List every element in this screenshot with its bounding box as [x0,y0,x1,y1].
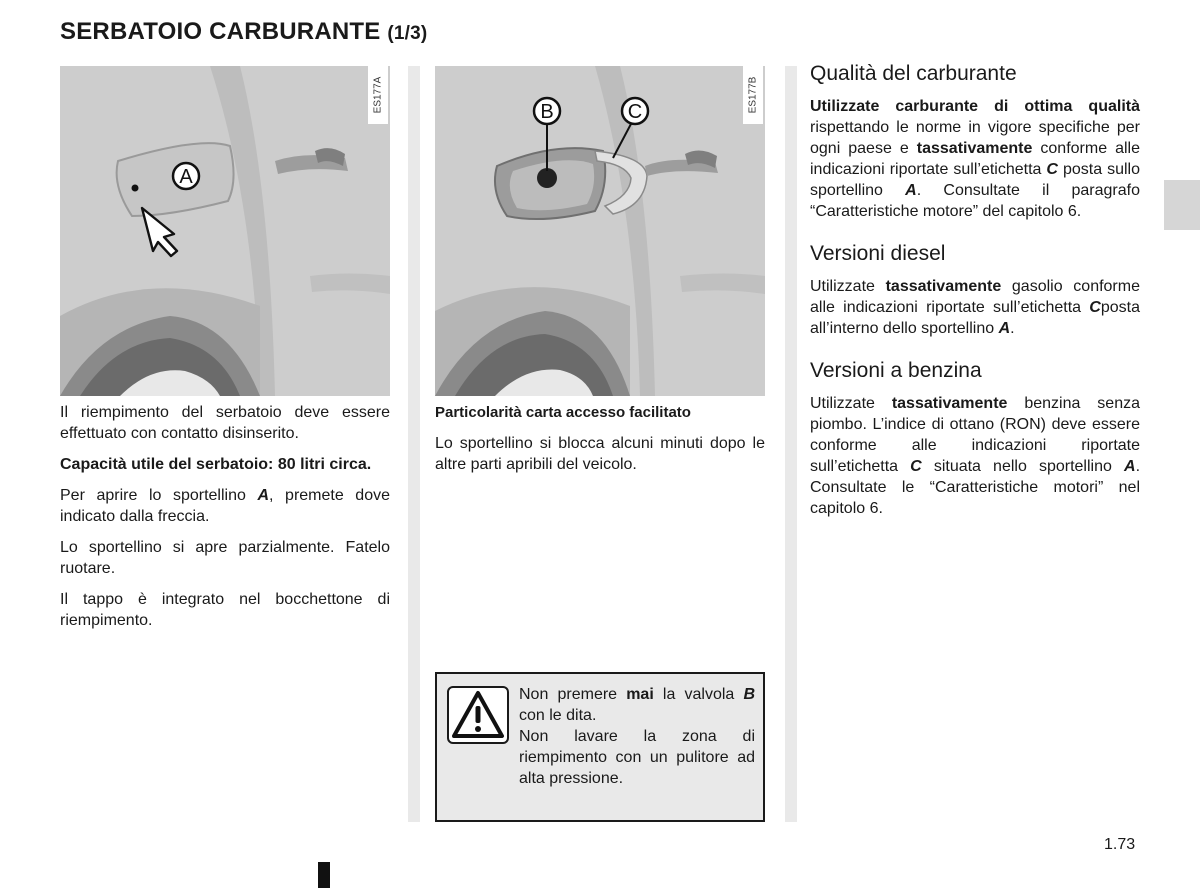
paragraph: Lo sportellino si blocca alcuni minuti dopo le altre parti apribili del veicolo. [435,435,765,473]
paragraph: Lo sportellino si apre parzialmente. Fatelo ruotare. [60,539,390,577]
heading-petrol: Versioni a benzina [810,359,982,382]
warning-text-2: Non lavare la zona di riempimento con un pulitore ad alta pressione. [519,728,755,787]
fuel-flap-open-image [435,66,765,396]
page-part: (1/3) [387,23,428,44]
column-1-text [60,402,390,641]
capacity-paragraph: Capacità utile del serbatoio: 80 litri circa. [60,456,372,473]
paragraph: Utilizzate tassativamente gasolio conforme alle indicazioni riportate sull’etichetta Cposta all’interno dello sportellino A. [810,278,1140,337]
image-code-left: ES177A [368,66,388,124]
heading-fuel-quality: Qualità del carburante [810,62,1017,85]
section-tab [1164,180,1200,230]
label-b: B [540,101,554,123]
label-a: A [179,166,193,188]
image-code-right: ES177B [743,66,763,124]
paragraph: Il tappo è integrato nel bocchettone di riempimento. [60,591,390,629]
page-marker [318,862,330,888]
page-number: 1.73 [1104,836,1136,853]
warning-text: Non premere mai la valvola B con le dita. Non lavare la zona di riempimento con un pulitore ad alta pressione. [519,686,755,787]
warning-box [435,672,765,822]
column-3-text [810,62,1140,529]
paragraph: Per aprire lo sportellino A, premete dove indicato dalla freccia. [60,487,391,525]
fuel-flap-closed-image [60,66,390,396]
paragraph: Utilizzate tassativamente benzina senza piombo. L’indice di ottano (RON) deve essere conforme alle indicazioni riportate sull’etichetta C situata nello sportellino A. Consultate le “Caratteristiche motori” nel capitolo 6. [810,395,1141,517]
paragraph: Utilizzate carburante di ottima qualità rispettando le norme in vigore specifiche per ogni paese e tassativamente conforme alle indicazioni riportate sull’etichetta C posta sullo sportellino A. Consultate il paragrafo “Caratteristiche motore” del capitolo 6. [810,98,1141,220]
heading-diesel: Versioni diesel [810,242,946,265]
column-2-text [435,402,765,485]
column-separator [408,66,420,822]
label-c: C [627,101,643,123]
column-separator [785,66,797,822]
caption: Particolarità carta accesso facilitato [435,404,691,421]
page-title: SERBATOIO CARBURANTE (1/3) [60,18,428,45]
paragraph: Il riempimento del serbatoio deve essere effettuato con contatto disinserito. [60,404,390,442]
